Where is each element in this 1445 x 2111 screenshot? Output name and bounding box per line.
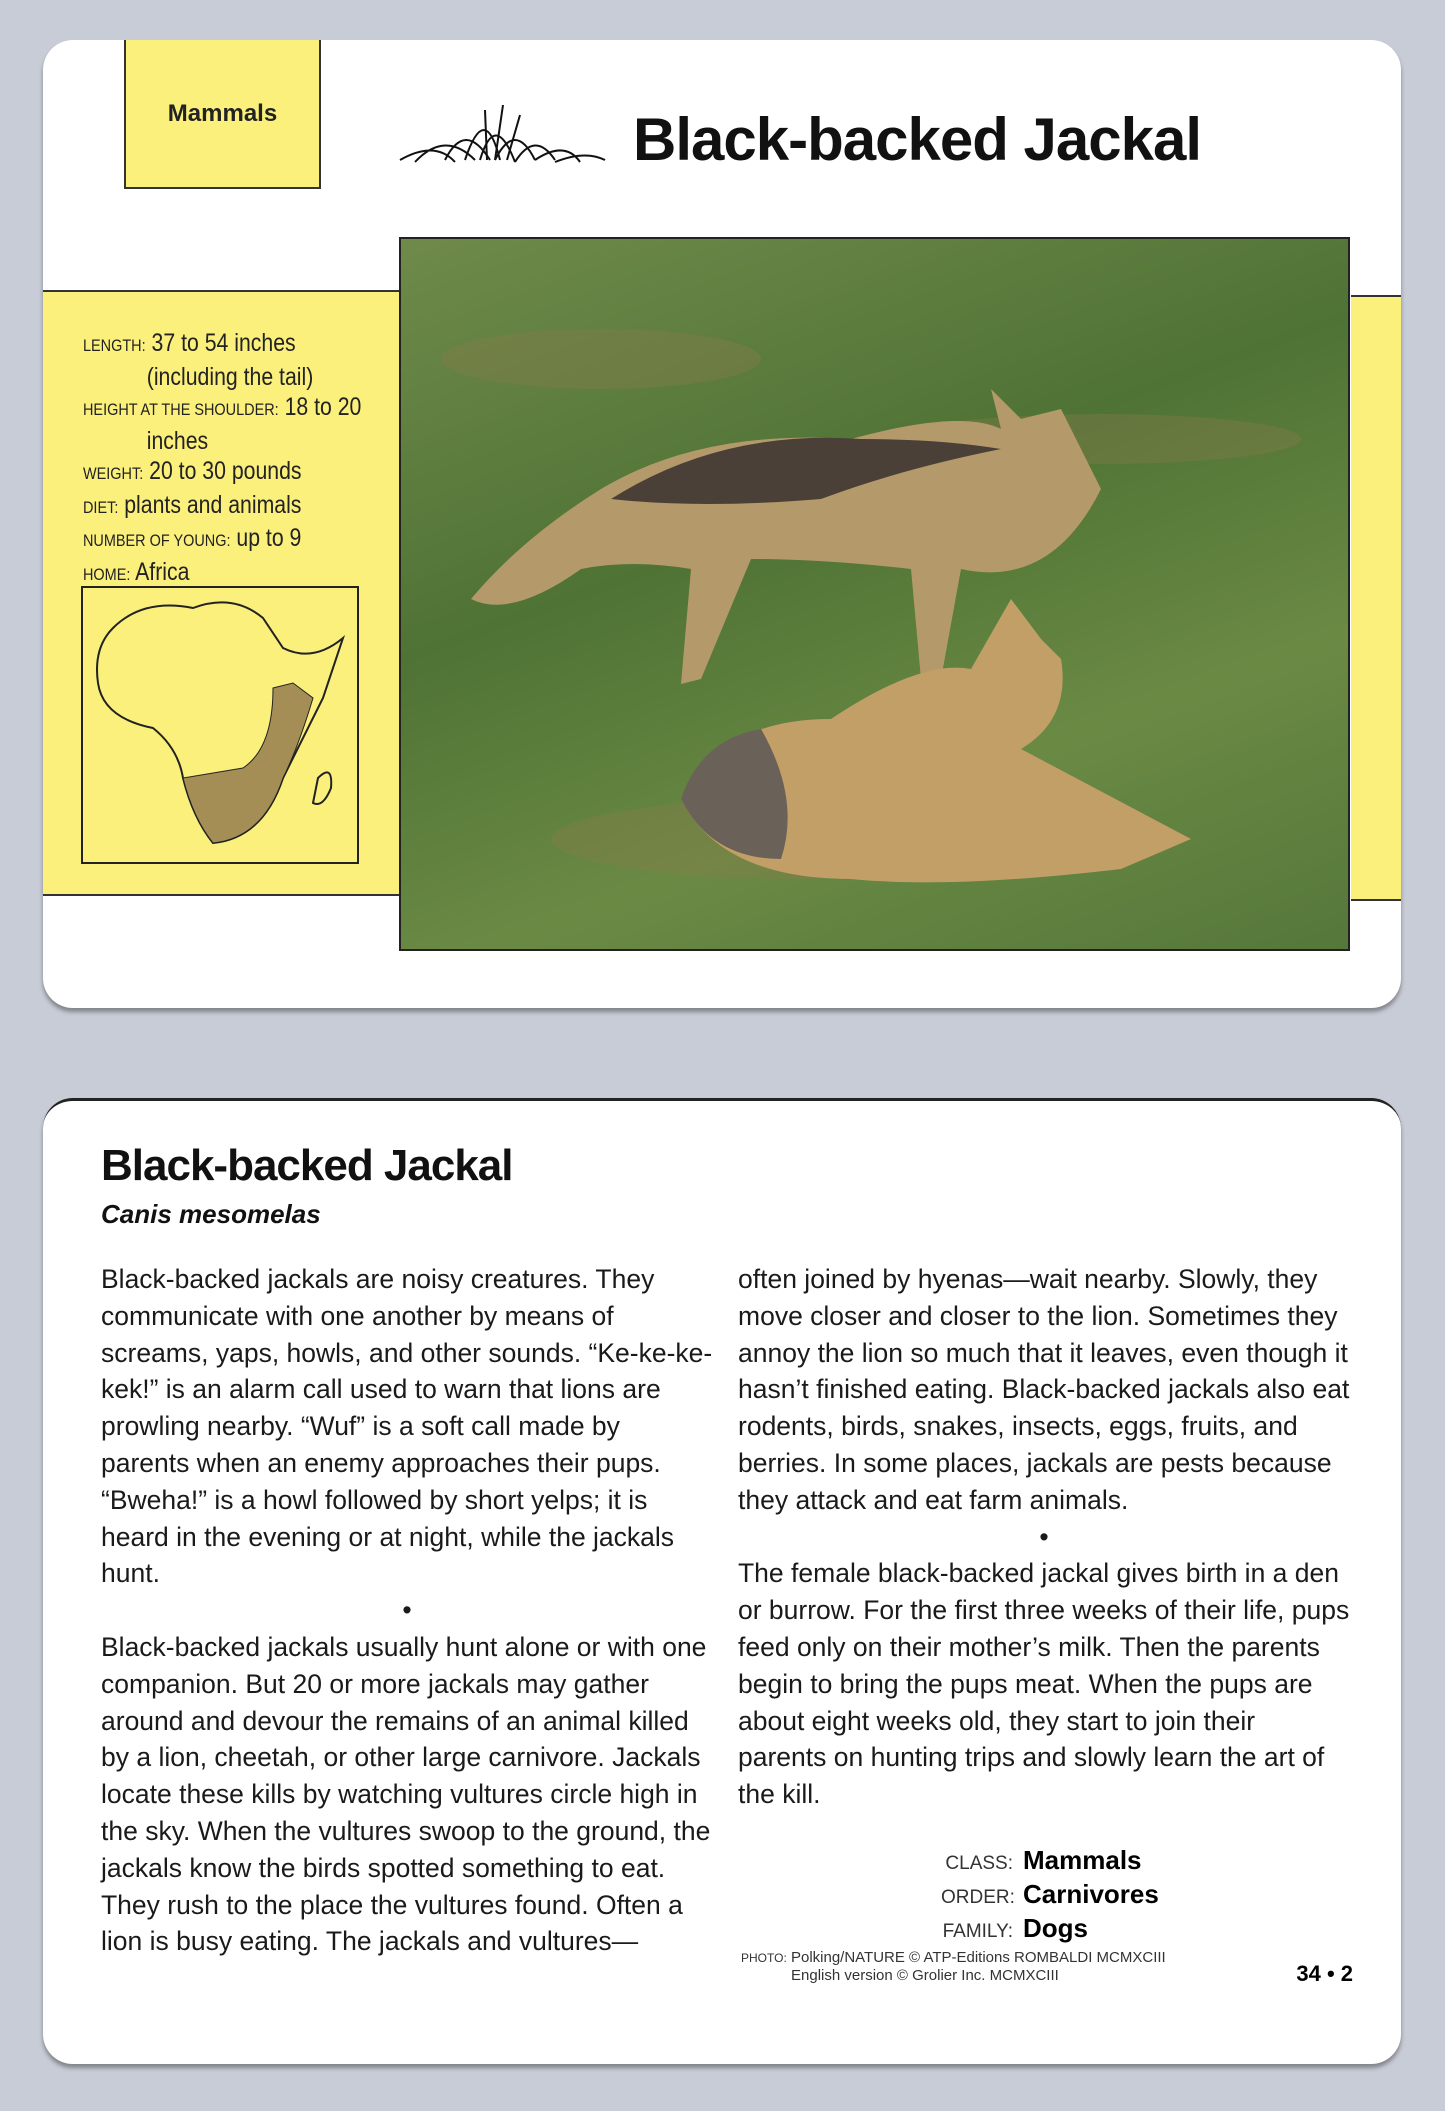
stat-height — [83, 392, 361, 426]
paragraph: often joined by hyenas—wait nearby. Slowly, they move closer and closer to the lion. Sometimes they annoy the lion so much that it leaves, even though it hasn’t finished eating. Black-backed jackals also eat rodents, birds, snakes, insects, eggs, fruits, and berries. In some places, jackals are pests because they attack and eat farm animals. — [738, 1264, 1350, 1515]
stat-label: WEIGHT: — [83, 464, 144, 483]
taxonomy-value: Carnivores — [1023, 1879, 1159, 1909]
stat-value-cont: inches — [146, 426, 209, 455]
paragraph: Black-backed jackals usually hunt alone or with one companion. But 20 or more jackals may gather around and devour the remains of an animal killed by a lion, cheetah, or other large carnivore. Jackals locate these kills by watching vultures circle high in the sky. When the vultures swoop to the ground, the jackals know the birds spotted something to eat. They rush to the place the vultures found. Often a lion is busy eating. The jackals and vultures— — [101, 1631, 711, 1957]
taxonomy-label: FAMILY: — [942, 1921, 1013, 1942]
range-map — [81, 586, 359, 864]
grass-icon — [395, 90, 610, 170]
credit-line: Polking/NATURE © ATP-Editions ROMBALDI MCMXCIII — [790, 1949, 1166, 1966]
separator-bullet: • — [402, 1595, 412, 1626]
stat-value-cont: (including the tail) — [146, 362, 314, 391]
stat-value: Africa — [135, 557, 190, 586]
card-title: Black-backed Jackal — [633, 106, 1202, 173]
front-card — [43, 40, 1401, 1008]
stat-length — [83, 328, 361, 362]
stat-label: HOME: — [83, 564, 131, 584]
scientific-name: Canis mesomelas — [101, 1199, 321, 1229]
taxonomy-label: CLASS: — [945, 1853, 1013, 1874]
stat-label: LENGTH: — [83, 336, 146, 355]
taxonomy-class — [941, 1845, 1159, 1879]
stat-diet — [83, 490, 361, 524]
photo-credit — [741, 1949, 1166, 1985]
africa-map-icon — [83, 588, 357, 862]
taxonomy-order — [941, 1879, 1159, 1913]
stats-list — [83, 328, 361, 590]
jackal-photo — [399, 237, 1350, 951]
credit-label: PHOTO: — [741, 1951, 787, 1965]
paragraph: The female black-backed jackal gives birth in a den or burrow. For the first three weeks of their life, pups feed only on their mother’s milk. Then the parents begin to bring the pups meat. When the pups are about eight weeks old, they start to join their parents on hunting trips and slowly learn the art of the kill. — [738, 1558, 1350, 1810]
credit-line: English version © Grolier Inc. MCMXCIII — [791, 1967, 1059, 1984]
stat-value: 20 to 30 pounds — [149, 457, 302, 485]
stat-label: NUMBER OF YOUNG: — [83, 531, 231, 550]
text-column-right — [738, 1261, 1350, 1813]
category-label: Mammals — [124, 40, 321, 189]
taxonomy-family — [941, 1913, 1159, 1947]
taxonomy-value: Dogs — [1023, 1913, 1088, 1943]
taxonomy — [941, 1845, 1159, 1947]
stat-value: 37 to 54 inches — [151, 329, 296, 357]
stat-weight — [83, 456, 361, 490]
stat-label: HEIGHT AT THE SHOULDER: — [83, 400, 279, 419]
stat-label: DIET: — [83, 497, 119, 517]
stat-value: 18 to 20 — [284, 393, 362, 421]
stat-young — [83, 523, 361, 557]
stat-value: plants and animals — [124, 490, 302, 519]
stat-home — [83, 557, 361, 591]
separator-bullet: • — [1039, 1521, 1049, 1552]
taxonomy-value: Mammals — [1023, 1845, 1142, 1875]
jackal-illustration — [401, 239, 1350, 951]
paragraph: Black-backed jackals are noisy creatures. They communicate with one another by means of screams, yaps, howls, and other sounds. “Ke-ke-ke-kek!” is an alarm call used to warn that lions are prowling nearby. “Wuf” is a soft call made by parents when an enemy approaches their pups. “Bweha!” is a howl followed by short yelps; it is heard in the evening or at night, while the jackals hunt. — [101, 1264, 713, 1589]
stat-value: up to 9 — [236, 524, 302, 552]
back-card — [43, 1098, 1401, 2064]
decor-band — [1351, 295, 1401, 901]
taxonomy-label: ORDER: — [941, 1887, 1015, 1908]
text-column-left — [101, 1261, 713, 1960]
page-number: 34 • 2 — [1296, 1961, 1353, 1986]
back-title: Black-backed Jackal — [101, 1141, 513, 1190]
